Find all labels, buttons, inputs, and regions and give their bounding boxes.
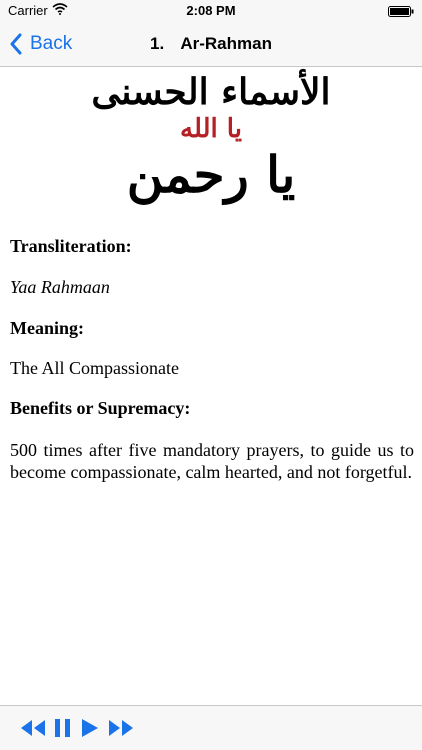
detail-content <box>10 236 414 483</box>
transliteration-text: Yaa Rahmaan <box>10 277 110 297</box>
pause-icon[interactable] <box>54 718 72 738</box>
arabic-calligraphy <box>0 70 422 206</box>
title-number: 1. <box>150 34 165 53</box>
transliteration-heading: Transliteration: <box>10 236 132 256</box>
benefits-text: 500 times after five mandatory prayers, to guide us to become compassionate, calm hearted, and not forgetful. <box>10 440 414 482</box>
meaning-text: The All Compassionate <box>10 358 179 378</box>
back-label: Back <box>30 33 73 54</box>
fast-forward-icon[interactable] <box>108 718 134 738</box>
meaning-heading: Meaning: <box>10 318 84 338</box>
calligraphy-asma-ul-husna: الأسماء الحسنى <box>91 71 331 113</box>
carrier-label: Carrier <box>8 3 48 18</box>
status-bar <box>0 0 422 22</box>
navigation-bar <box>0 22 422 67</box>
calligraphy-ya-rahman: يا رحمن <box>126 145 296 204</box>
playback-toolbar <box>0 705 422 750</box>
rewind-icon[interactable] <box>20 718 46 738</box>
page-title <box>0 34 422 54</box>
play-icon[interactable] <box>80 718 100 738</box>
title-name: Ar-Rahman <box>180 34 272 53</box>
battery-icon <box>388 5 414 20</box>
status-time: 2:08 PM <box>186 3 236 18</box>
benefits-heading: Benefits or Supremacy: <box>10 398 191 418</box>
calligraphy-ya-allah: يا الله <box>180 114 242 144</box>
